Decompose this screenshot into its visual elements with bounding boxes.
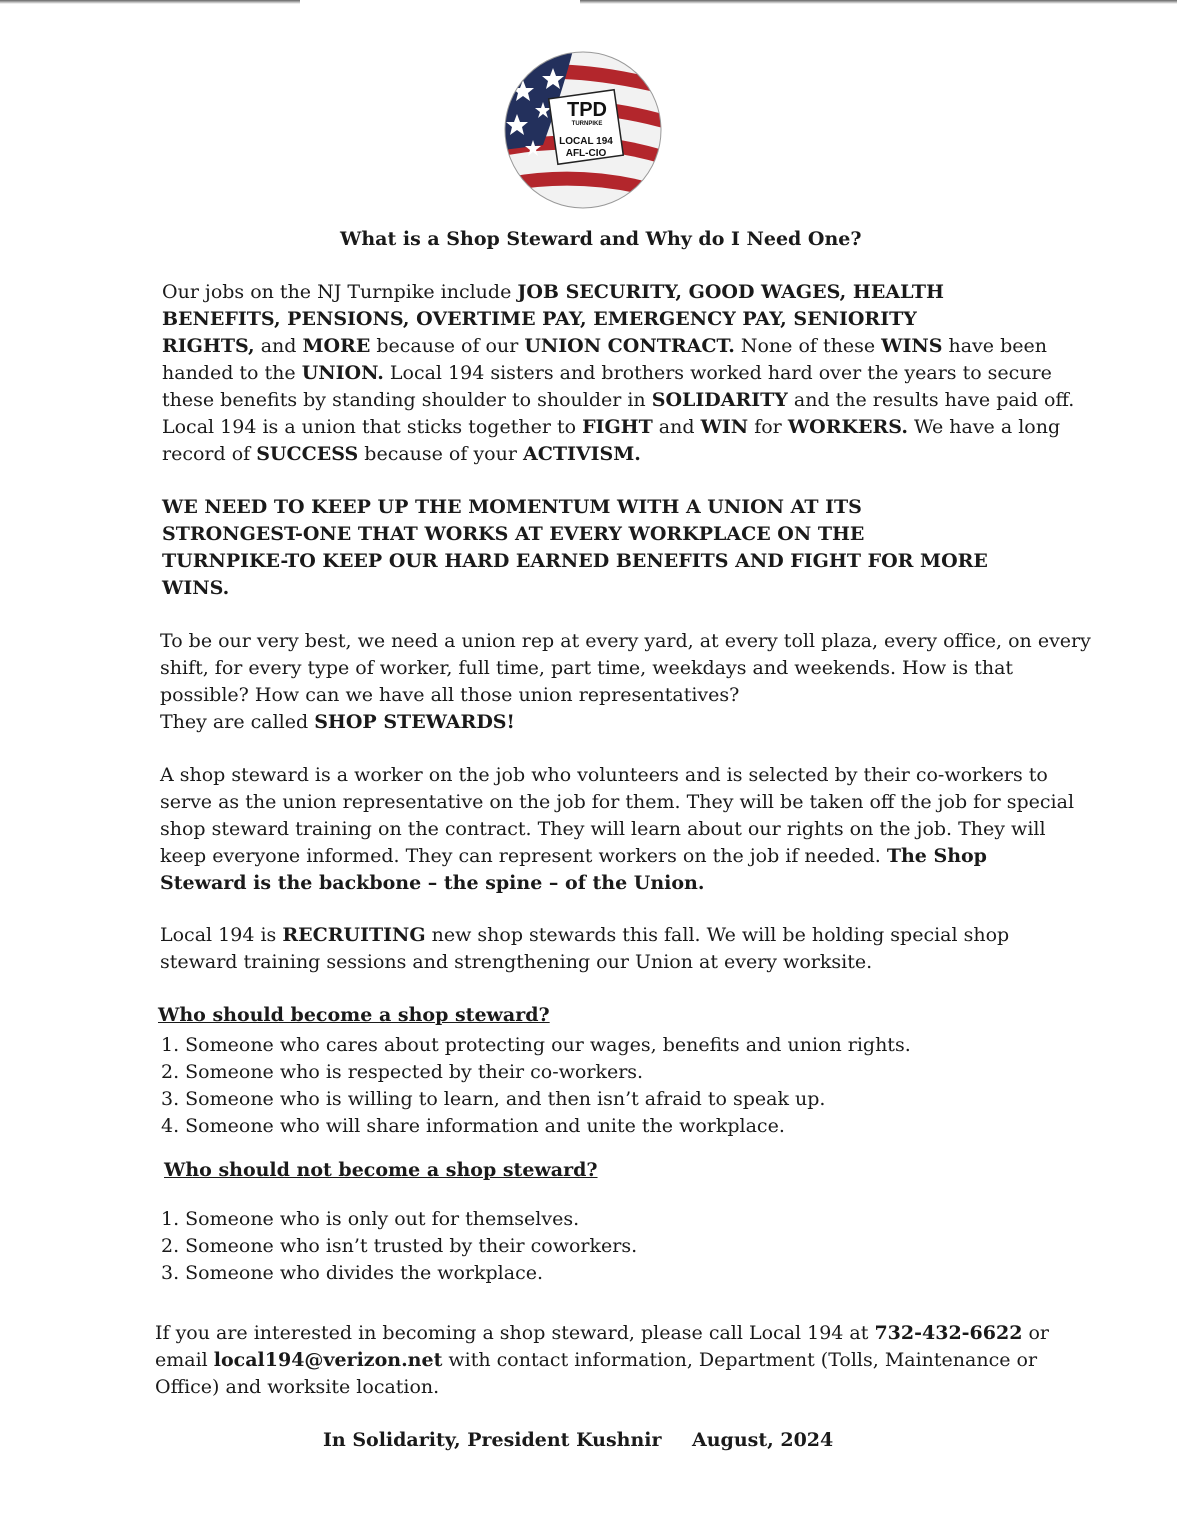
recruit-line: Local 194 is RECRUITING new shop stewards this fall. We will be holding special shop [160,924,1010,946]
momentum-line: WE NEED TO KEEP UP THE MOMENTUM WITH A UNION AT ITS [162,496,862,518]
logo-letters: TPD [567,99,607,121]
steward-line: serve as the union representative on the job for them. They will be taken off the job for special [160,791,1075,813]
momentum-line: STRONGEST-ONE THAT WORKS AT EVERY WORKPLACE ON THE [162,523,865,545]
scan-edge-top-right [580,0,1177,4]
best-line: possible? How can we have all those union representatives? [160,684,740,706]
list-item: 1. Someone who cares about protecting our wages, benefits and union rights. [161,1034,911,1056]
steward-line: shop steward training on the contract. They will learn about our rights on the job. They will [160,818,1046,840]
should-list [161,1032,911,1140]
signature-date: August, 2024 [692,1429,834,1451]
should-not-heading: Who should not become a shop steward? [164,1159,598,1181]
best-line: shift, for every type of worker, full time, part time, weekdays and weekends. How is that [160,657,1014,679]
scan-edge-top-left [0,0,300,4]
list-item: 2. Someone who isn’t trusted by their coworkers. [161,1235,638,1257]
momentum-line: TURNPIKE-TO KEEP OUR HARD EARNED BENEFITS AND FIGHT FOR MORE [162,550,988,572]
recruit-line: steward training sessions and strengthening our Union at every worksite. [160,951,873,973]
intro-line: RIGHTS, and MORE because of our UNION CONTRACT. None of these WINS have been [162,335,1047,357]
intro-line: these benefits by standing shoulder to shoulder in SOLIDARITY and the results have paid off. [162,389,1075,411]
phone-number[interactable]: 732-432-6622 [874,1322,1023,1344]
list-item: 1. Someone who is only out for themselves. [161,1208,580,1230]
logo-ring-text: TURNPIKE [571,121,603,127]
intro-line: handed to the UNION. Local 194 sisters and brothers worked hard over the years to secure [162,362,1052,384]
logo-local: LOCAL 194 [559,136,613,147]
logo-affiliation: AFL-CIO [565,148,607,159]
contact-line: email local194@verizon.net with contact information, Department (Tolls, Maintenance or [155,1349,1038,1371]
intro-line: Our jobs on the NJ Turnpike include JOB SECURITY, GOOD WAGES, HEALTH [162,281,944,303]
best-line: To be our very best, we need a union rep at every yard, at every toll plaza, every office, on every [160,630,1091,652]
steward-line: A shop steward is a worker on the job who volunteers and is selected by their co-workers to [160,764,1048,786]
page-title: What is a Shop Steward and Why do I Need One? [340,228,862,250]
union-logo [503,50,663,210]
list-item: 3. Someone who is willing to learn, and then isn’t afraid to speak up. [161,1088,826,1110]
signature-closing: In Solidarity, President Kushnir [323,1429,662,1451]
should-not-list [161,1206,637,1287]
contact-line: If you are interested in becoming a shop steward, please call Local 194 at 732-432-6622 or [155,1322,1049,1344]
list-item: 4. Someone who will share information and unite the workplace. [161,1115,785,1137]
intro-line: Local 194 is a union that sticks together to FIGHT and WIN for WORKERS. We have a long [162,416,1061,438]
list-item: 3. Someone who divides the workplace. [161,1262,544,1284]
email-address[interactable]: local194@verizon.net [213,1349,443,1371]
steward-line: keep everyone informed. They can represent workers on the job if needed. The Shop [160,845,987,867]
intro-line: BENEFITS, PENSIONS, OVERTIME PAY, EMERGENCY PAY, SENIORITY [162,308,917,330]
steward-line: Steward is the backbone – the spine – of the Union. [160,872,705,894]
best-line: They are called SHOP STEWARDS! [160,711,515,733]
momentum-line: WINS. [162,577,230,599]
contact-line: Office) and worksite location. [155,1376,440,1398]
intro-line: record of SUCCESS because of your ACTIVISM. [162,443,641,465]
list-item: 2. Someone who is respected by their co-workers. [161,1061,644,1083]
should-heading: Who should become a shop steward? [158,1004,550,1026]
